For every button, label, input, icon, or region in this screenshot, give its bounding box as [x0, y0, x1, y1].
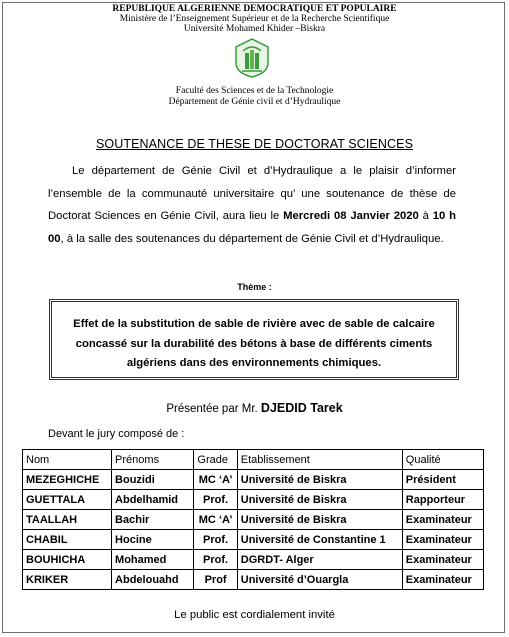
cell-nom: MEZEGHICHE: [23, 470, 112, 490]
department-name: Département de Génie civil et d’Hydraulique: [168, 97, 341, 107]
presenter-line: [0, 401, 509, 415]
cell-prenom: Bouzidi: [112, 470, 194, 490]
jury-table: [22, 449, 484, 590]
cell-prenom: Hocine: [112, 530, 194, 550]
table-row: [23, 530, 484, 550]
cell-etablissement: Université d’Ouargla: [237, 570, 402, 590]
intro-paragraph: [48, 160, 456, 250]
cell-nom: KRIKER: [23, 570, 112, 590]
theme-box: [49, 299, 459, 380]
header-republic: REPUBLIQUE ALGERIENNE DEMOCRATIQUE ET POPULAIRE: [112, 4, 397, 14]
table-row: [23, 490, 484, 510]
header-ministry: Ministère de l’Enseignement Supérieur et de la Recherche Scientifique: [119, 14, 390, 24]
column-header-etablissement: Etablissement: [237, 450, 402, 470]
cell-nom: GUETTALA: [23, 490, 112, 510]
cell-prenom: Abdelouahd: [112, 570, 194, 590]
cell-nom: BOUHICHA: [23, 550, 112, 570]
table-row: [23, 510, 484, 530]
defense-date: Mercredi 08 Janvier 2020: [283, 210, 419, 222]
cell-nom: CHABIL: [23, 530, 112, 550]
cell-prenom: Mohamed: [112, 550, 194, 570]
page-title: SOUTENANCE DE THESE DE DOCTORAT SCIENCES: [95, 137, 414, 151]
theme-label: Thème :: [237, 282, 272, 292]
cell-nom: TAALLAH: [23, 510, 112, 530]
cell-grade: Prof.: [194, 530, 237, 550]
table-row: [23, 470, 484, 490]
presenter-name: DJEDID Tarek: [260, 401, 343, 415]
cell-qualite: Examinateur: [402, 550, 483, 570]
cell-etablissement: Université de Biskra: [237, 470, 402, 490]
cell-qualite: Examinateur: [402, 570, 483, 590]
cell-grade: Prof.: [194, 490, 237, 510]
header-university: Université Mohamed Khider –Biskra: [183, 24, 326, 34]
cell-qualite: Président: [402, 470, 483, 490]
cell-etablissement: Université de Biskra: [237, 490, 402, 510]
cell-grade: MC ‘A’: [194, 510, 237, 530]
defense-time: 10 h 00: [48, 210, 456, 245]
intro-text-1: Le département de Génie Civil et d’Hydraulique a le plaisir d’informer l’ensemble de la communauté universitaire qu’ une soutenance de thèse de Doctorat Sciences en Génie Civil, aura lieu le: [48, 165, 456, 222]
cell-grade: Prof.: [194, 550, 237, 570]
table-row: [23, 570, 484, 590]
theme-text: Effet de la substitution de sable de rivière avec de sable de calcaire concassé sur la durabilité des bétons à base de différents ciments algériens dans des environnements chimiques.: [73, 318, 435, 369]
intro-text-2: à: [418, 210, 433, 222]
intro-text-3: , à la salle des soutenances du département de Génie Civil et d’Hydraulique.: [60, 232, 444, 245]
table-row: [23, 550, 484, 570]
university-logo-icon: [234, 37, 270, 79]
cell-qualite: Examinateur: [402, 510, 483, 530]
cell-etablissement: Université de Constantine 1: [237, 530, 402, 550]
cell-qualite: Rapporteur: [402, 490, 483, 510]
column-header-prenoms: Prénoms: [112, 450, 194, 470]
presenter-prefix: Présentée par Mr.: [166, 403, 261, 415]
cell-grade: MC ‘A’: [194, 470, 237, 490]
column-header-qualite: Qualité: [402, 450, 483, 470]
cell-grade: Prof: [194, 570, 237, 590]
column-header-grade: Grade: [194, 450, 237, 470]
faculty-name: Faculté des Sciences et de la Technologie: [175, 86, 334, 96]
footer-invitation: Le public est cordialement invité: [174, 609, 335, 621]
cell-etablissement: DGRDT- Alger: [237, 550, 402, 570]
cell-prenom: Abdelhamid: [112, 490, 194, 510]
cell-qualite: Examinateur: [402, 530, 483, 550]
jury-intro: Devant le jury composé de :: [48, 428, 185, 440]
column-header-nom: Nom: [23, 450, 112, 470]
cell-prenom: Bachir: [112, 510, 194, 530]
table-header-row: [23, 450, 484, 470]
cell-etablissement: Université de Biskra: [237, 510, 402, 530]
